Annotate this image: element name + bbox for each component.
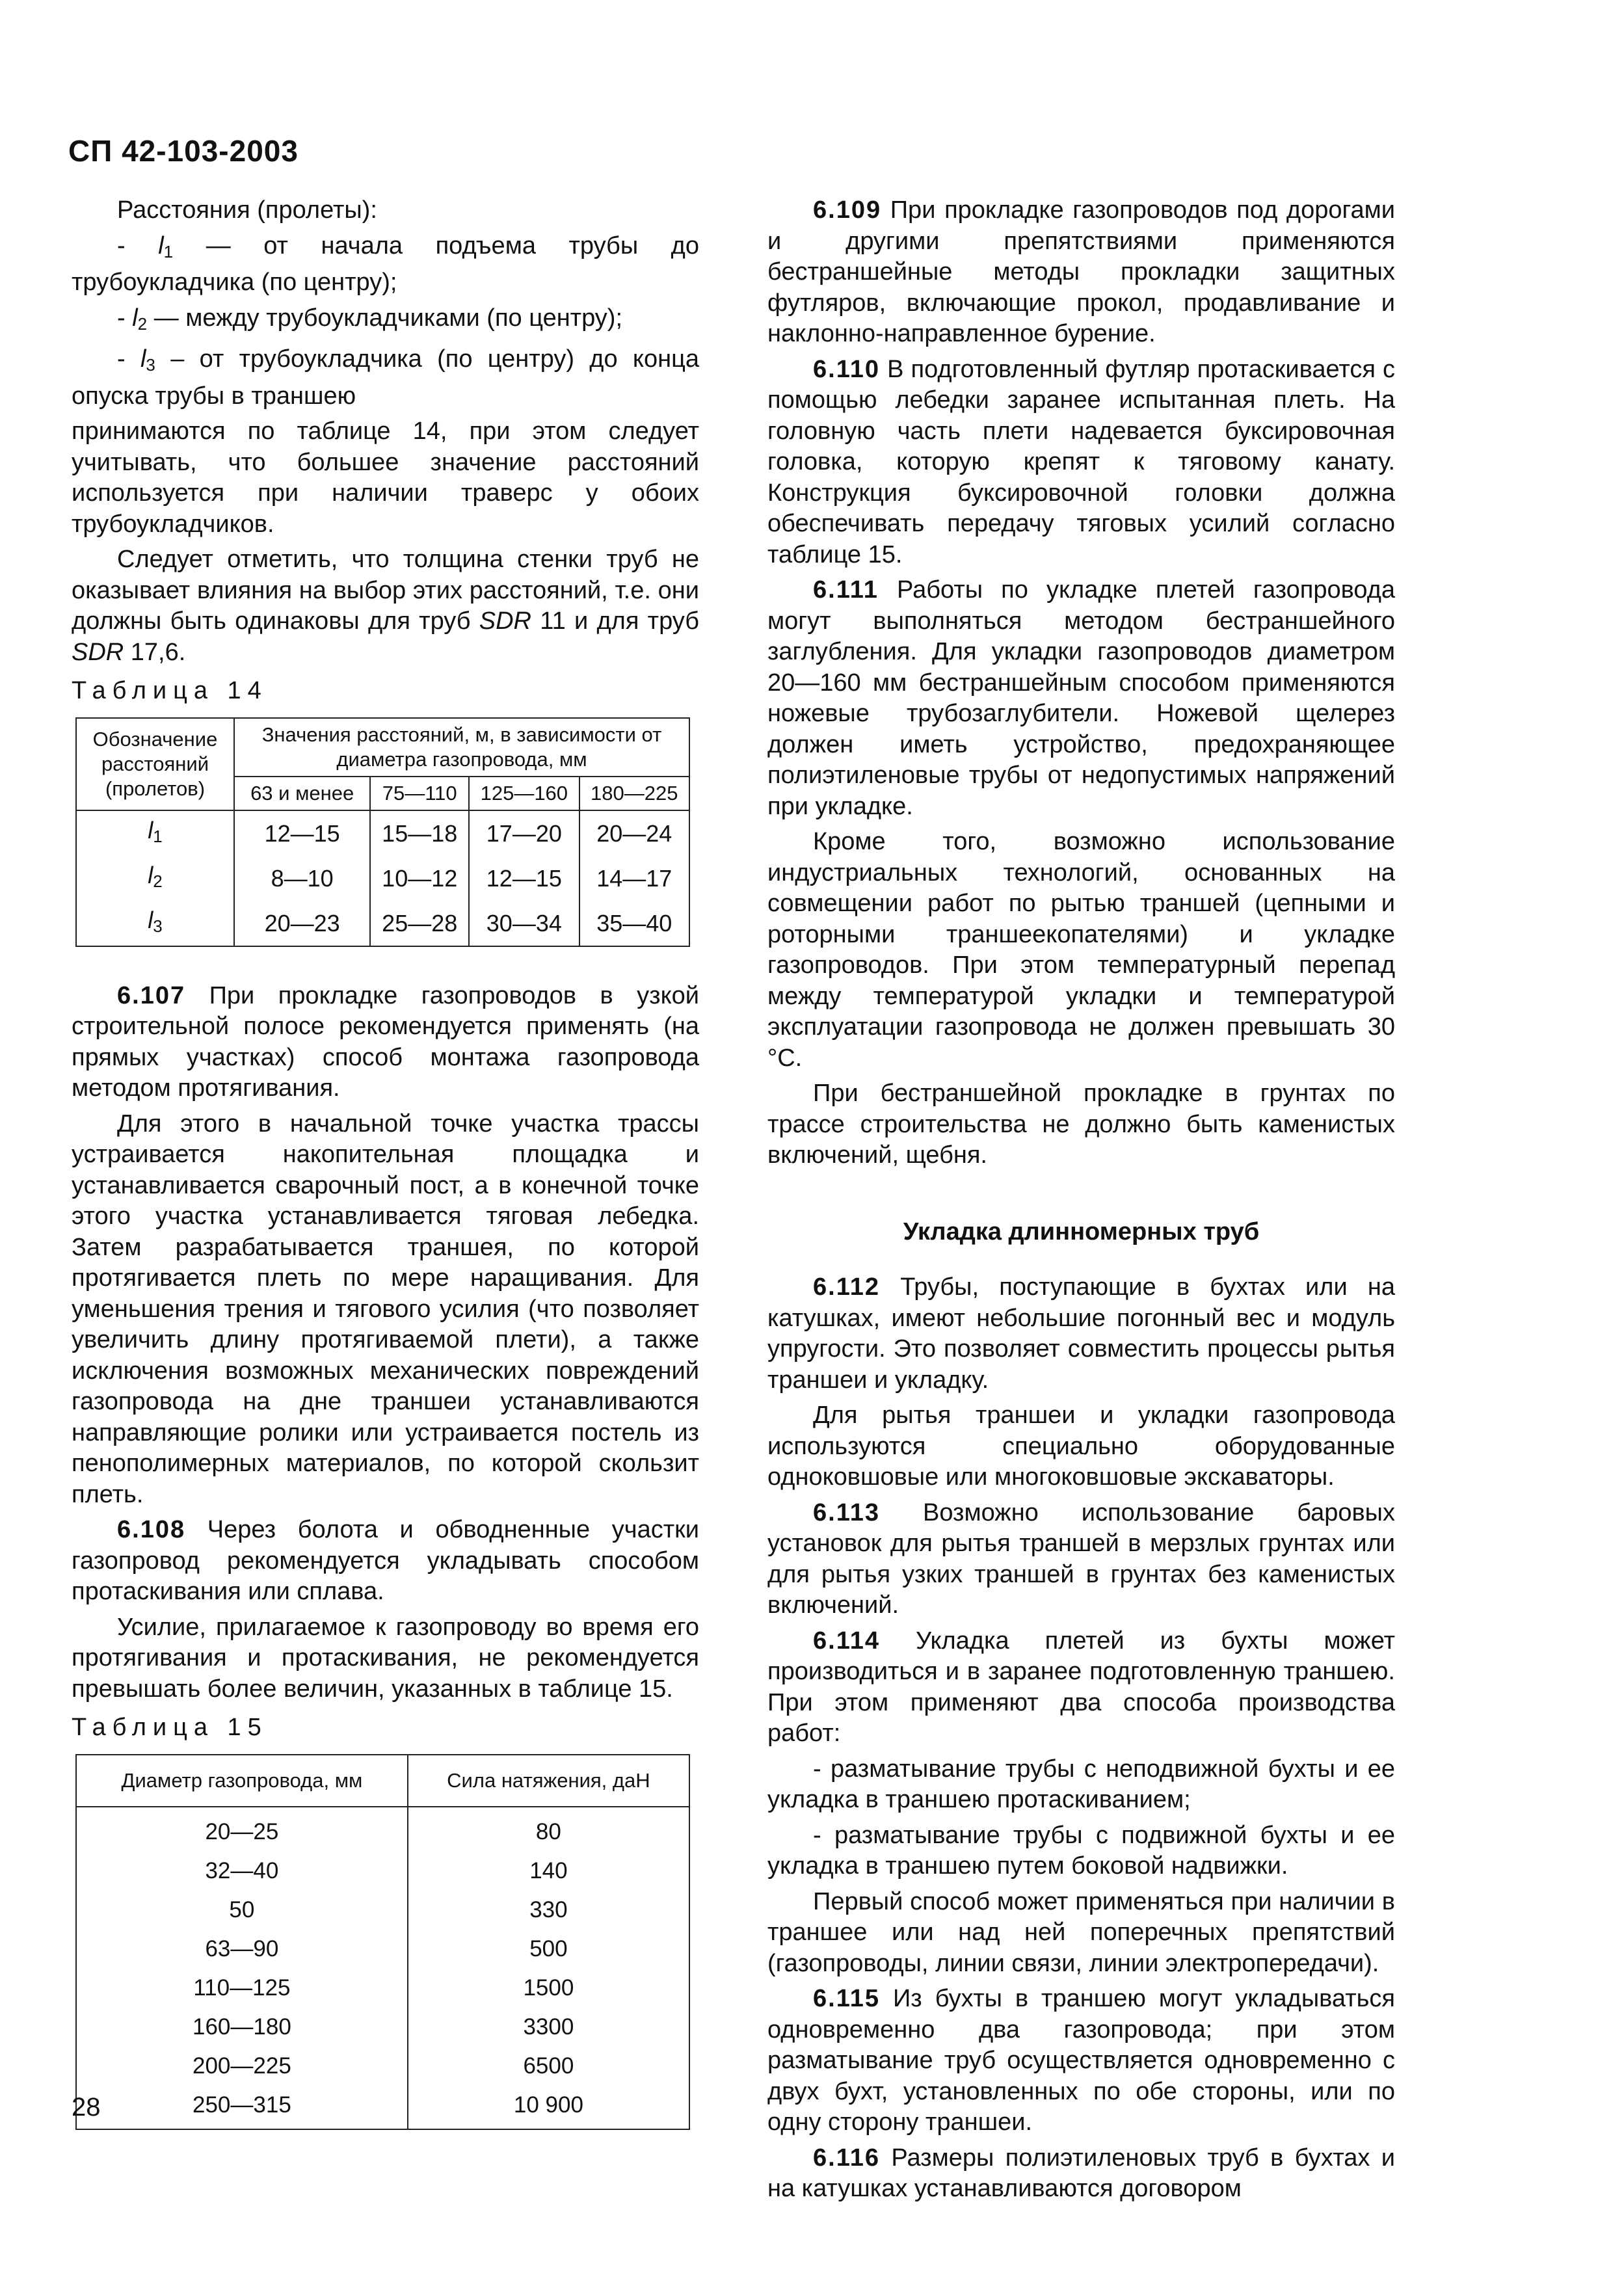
- table-row: 160—180 3300: [76, 2008, 689, 2047]
- paragraph-6-111: 6.111 Работы по укладке плетей газопровода могут выполняться методом бестраншейного заглубления. Для укладки газопроводов диаметром 20—160 мм бестраншейным способом применяются ножевые трубозаглубители. Ножевой щелерез должен иметь устройство, предохраняющее полиэтиленовые трубы от недопустимых напряжений при укладке.: [767, 576, 1395, 820]
- table-row: 63—90 500: [76, 1930, 689, 1969]
- paragraph: Для этого в начальной точке участка трассы устраивается накопительная площадка и устанавливается сварочный пост, а в конечной точке этого участка устанавливается тяговая лебедка. Затем разрабатывается траншея, по которой протягивается плеть по мере наращивания. Для уменьшения трения и тягового усилия (что позволяет увеличить длину протягиваемой плети), а также исключения возможных механических повреждений газопровода на дне траншеи устанавливаются направляющие ролики или устраивается постель из пенополимерных материалов, по которой скользит плеть.: [72, 1110, 699, 1508]
- group-header: Значения расстояний, м, в зависимости от диаметра газопровода, мм: [234, 718, 689, 777]
- page-number: 28: [72, 2093, 101, 2122]
- paragraph-6-112: 6.112 Трубы, поступающие в бухтах или на катушках, имеют небольшие погонный вес и модуль упругости. Это позволяет совместить процессы рытья траншеи и укладку.: [767, 1273, 1395, 1394]
- column-header: 63 и менее: [234, 777, 370, 810]
- column-header: Диаметр газопровода, мм: [76, 1755, 408, 1807]
- paragraph: Усилие, прилагаемое к газопроводу во время его протягивания и протаскивания, не рекомендуется превышать более величин, указанных в таблице 15.: [72, 1613, 699, 1703]
- paragraph-6-115: 6.115 Из бухты в траншею могут укладываться одновременно два газопровода; при этом разматывание труб осуществляется одновременно с двух бухт, установленных по обе стороны, или по одну сторону траншеи.: [767, 1985, 1395, 2136]
- paragraph-6-109: 6.109 При прокладке газопроводов под дорогами и другими препятствиями применяются бестраншейные методы прокладки защитных футляров, включающие прокол, продавливание и наклонно-направленное бурение.: [767, 196, 1395, 347]
- paragraph: Для рытья траншеи и укладки газопровода используются специально оборудованные одноковшовые или многоковшовые экскаваторы.: [767, 1402, 1395, 1491]
- list-item: - разматывание трубы с подвижной бухты и ее укладка в траншею путем боковой надвижки.: [767, 1821, 1395, 1880]
- table-row: 20—25 80: [76, 1807, 689, 1852]
- table-row: $l_1$ 12—15 15—18 17—20 20—24: [76, 810, 689, 856]
- paragraph-6-110: 6.110 В подготовленный футляр протаскивается с помощью лебедки заранее испытанная плеть. На головную часть плети надевается буксировочная головка, которую крепят к тяговому канату. Конструкция буксировочной головки должна обеспечивать передачу тяговых усилий согласно таблице 15.: [767, 355, 1395, 568]
- paragraph-6-116: 6.116 Размеры полиэтиленовых труб в бухтах и на катушках устанавливаются договором: [767, 2144, 1395, 2202]
- paragraph-6-107: 6.107 При прокладке газопроводов в узкой строительной полосе рекомендуется применять (на прямых участках) способ монтажа газопровода методом протягивания.: [72, 981, 699, 1102]
- paragraph: Кроме того, возможно использование индустриальных технологий, основанных на совмещении работ по рытью траншей (цепными и роторными траншеекопателями) и укладке газопроводов. При этом температурный перепад между температурой укладки и температурой эксплуатации газопровода не должен превышать 30 °С.: [767, 828, 1395, 1072]
- paragraph-6-113: 6.113 Возможно использование баровых установок для рытья траншей в мерзлых грунтах или для рытья узких траншей в грунтах без каменистых включений.: [767, 1498, 1395, 1619]
- table-caption: Таблица 15: [72, 1714, 268, 1741]
- table-row: 250—315 10 900: [76, 2086, 689, 2129]
- table-caption: Таблица 14: [72, 677, 268, 704]
- table-row: 200—225 6500: [76, 2047, 689, 2086]
- paragraph: Первый способ может применяться при наличии в траншее или над ней поперечных препятствий (газопроводы, линии связи, линии электропередачи).: [767, 1887, 1395, 1977]
- table-row: $l_2$ 8—10 10—12 12—15 14—17: [76, 856, 689, 901]
- column-header: 125—160: [469, 777, 579, 810]
- paragraph: Расстояния (пролеты):: [117, 196, 377, 224]
- list-item: - $l_2$ — между трубоукладчиками (по центру);: [117, 304, 623, 334]
- column-header: Сила натяжения, даН: [408, 1755, 689, 1807]
- column-header: Обозначение расстояний (пролетов): [76, 718, 234, 810]
- section-heading: Укладка длинномерных труб: [903, 1217, 1260, 1245]
- paragraph-6-114: 6.114 Укладка плетей из бухты может производиться и в заранее подготовленную траншею. При этом применяют два способа производства работ:: [767, 1627, 1395, 1747]
- list-item: - $l_1$ — от начала подъема трубы до трубоукладчика (по центру);: [72, 232, 699, 296]
- table-14: [75, 717, 690, 947]
- column-header: 180—225: [579, 777, 689, 810]
- list-item: - $l_3$ – от трубоукладчика (по центру) до конца опуска трубы в траншею: [72, 345, 699, 410]
- table-row: $l_3$ 20—23 25—28 30—34 35—40: [76, 901, 689, 946]
- list-item: - разматывание трубы с неподвижной бухты и ее укладка в траншею протаскиванием;: [767, 1755, 1395, 1813]
- paragraph: принимаются по таблице 14, при этом следует учитывать, что большее значение расстояний используется при наличии траверс у обоих трубоукладчиков.: [72, 418, 699, 538]
- paragraph: Следует отметить, что толщина стенки труб не оказывает влияния на выбор этих расстояний, т.е. они должны быть одинаковы для труб SDR 11 и для труб SDR 17,6.: [72, 546, 699, 666]
- paragraph-6-108: 6.108 Через болота и обводненные участки газопровод рекомендуется укладывать способом протаскивания или сплава.: [72, 1516, 699, 1605]
- table-row: 32—40 140: [76, 1852, 689, 1891]
- right-column: [767, 195, 1395, 2209]
- column-header: 75—110: [370, 777, 469, 810]
- paragraph: При бестраншейной прокладке в грунтах по трассе строительства не должно быть каменистых включений, щебня.: [767, 1080, 1395, 1169]
- left-column: [72, 195, 699, 2130]
- table-row: 110—125 1500: [76, 1969, 689, 2008]
- document-header: СП 42-103-2003: [68, 134, 299, 168]
- table-15: [75, 1754, 690, 2130]
- table-row: 50 330: [76, 1891, 689, 1930]
